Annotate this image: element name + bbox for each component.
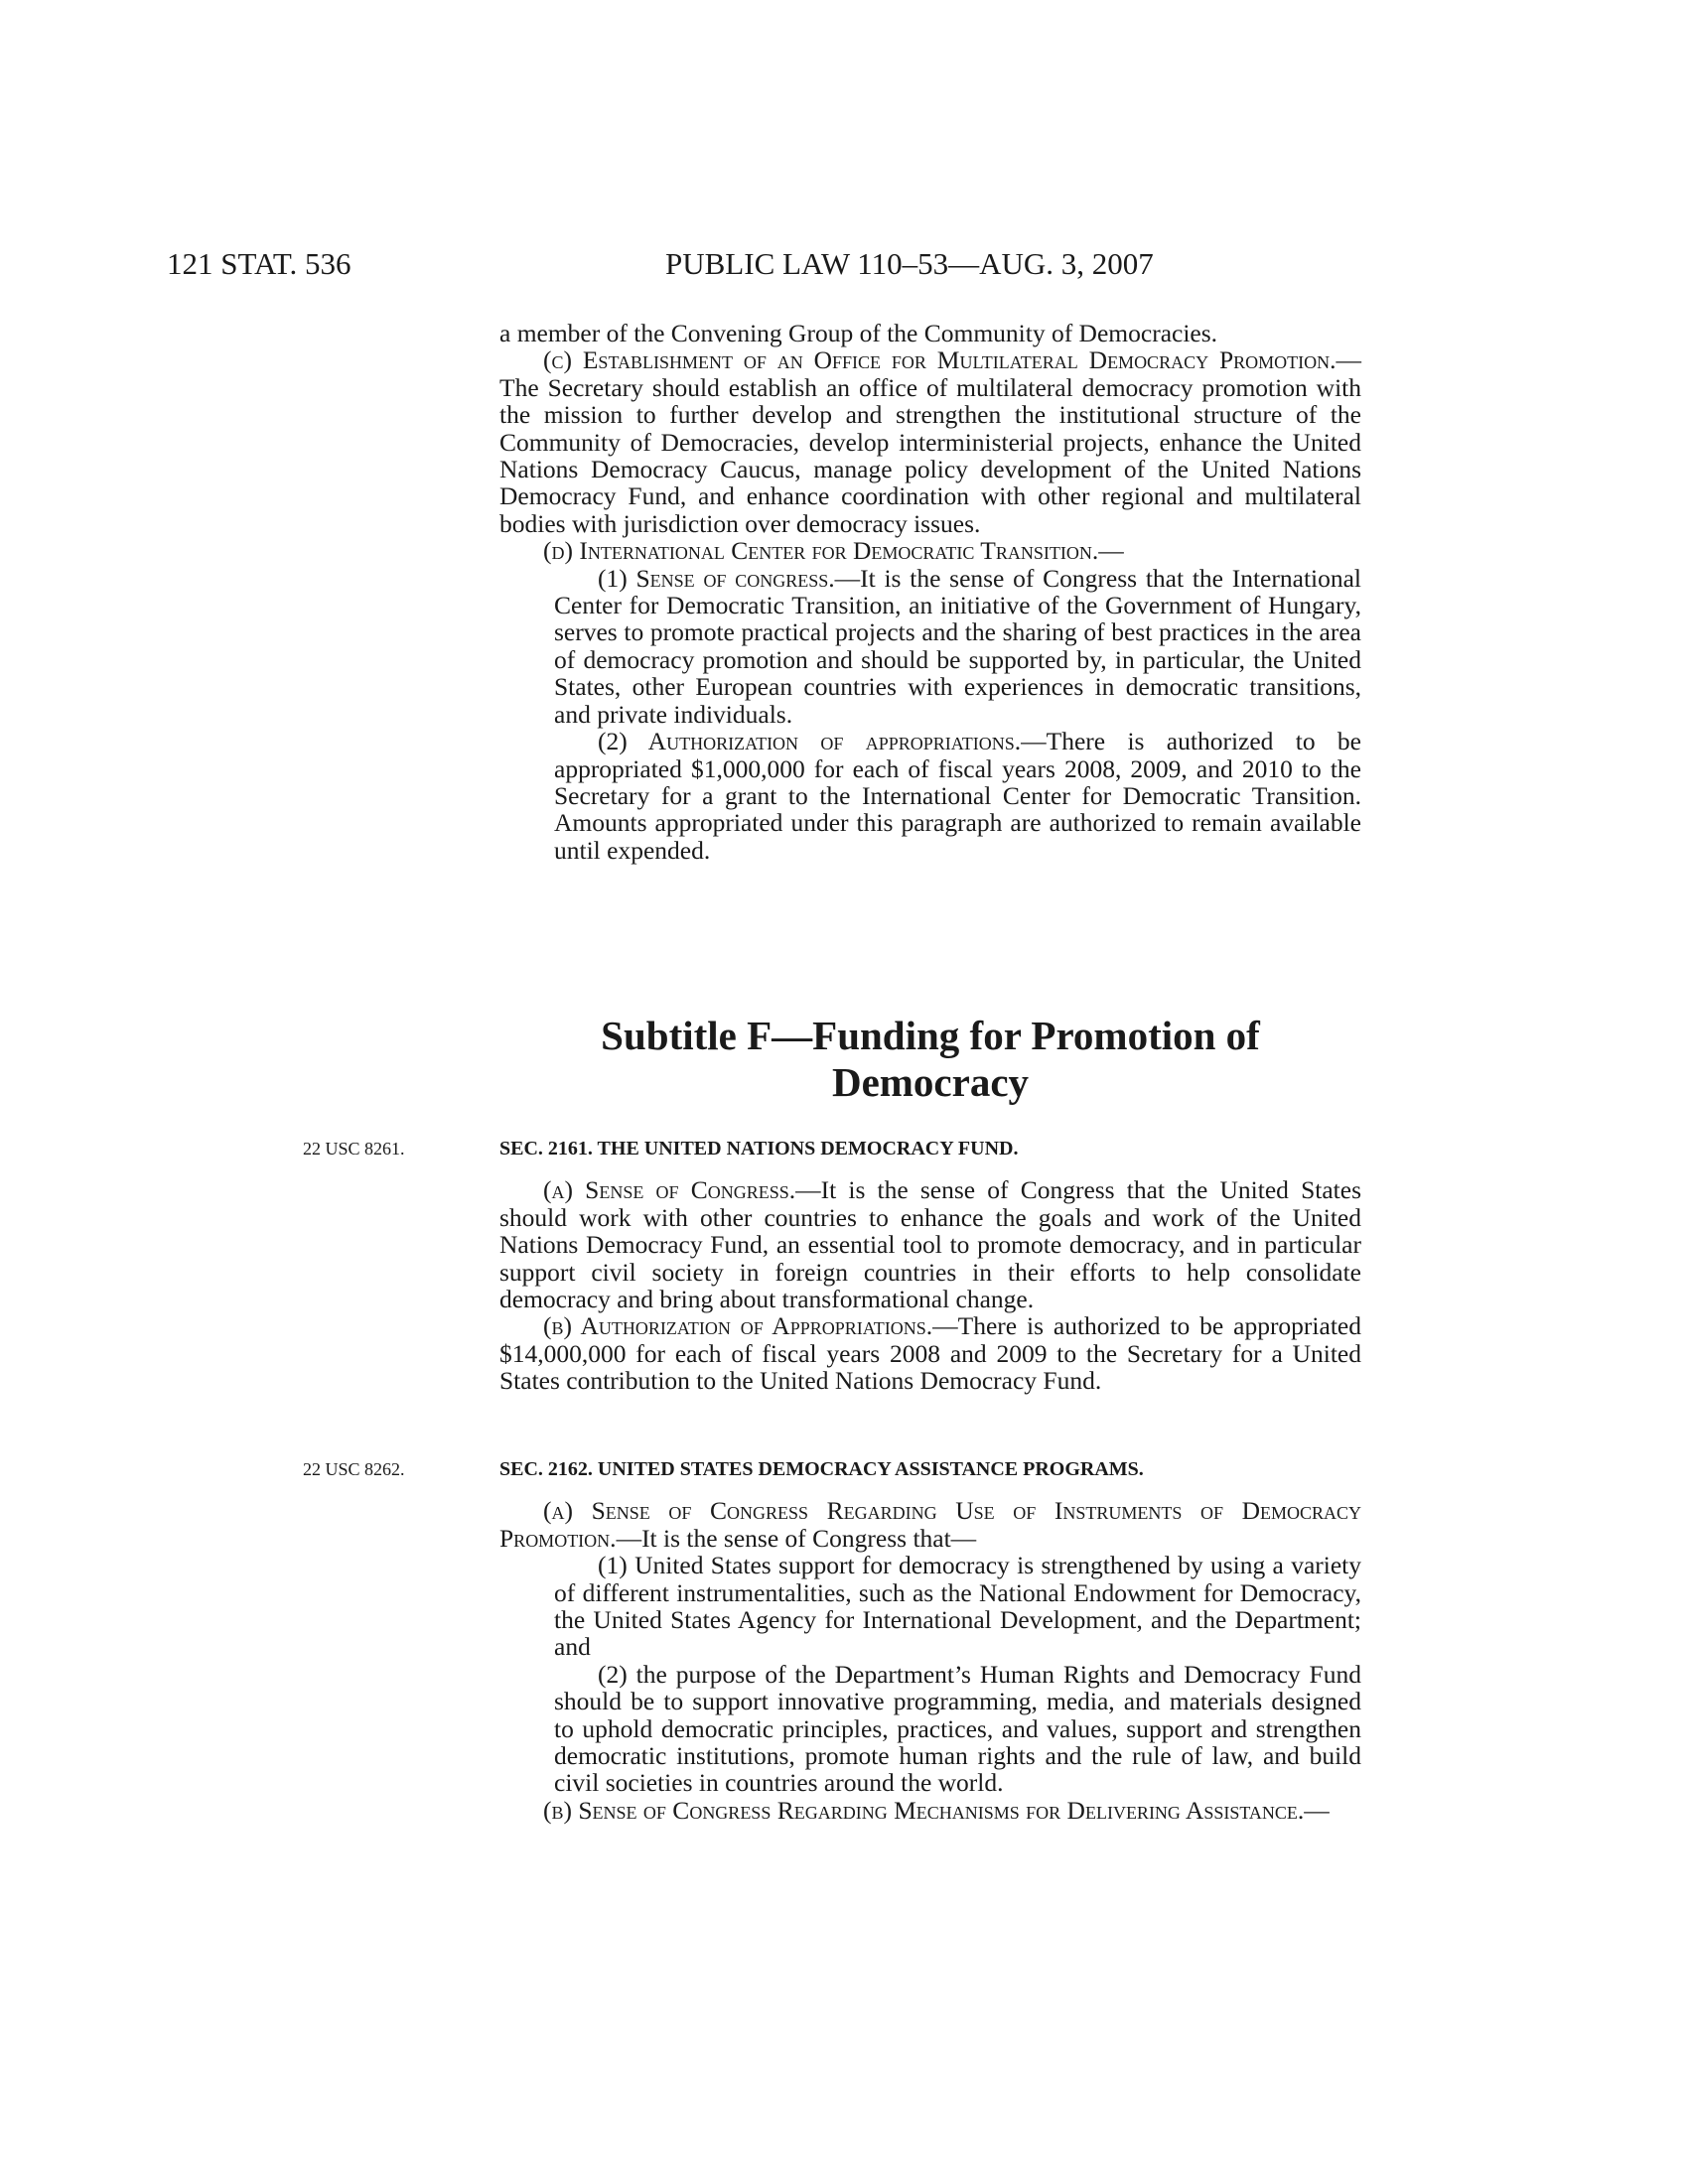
public-law-header: PUBLIC LAW 110–53—AUG. 3, 2007 [665,246,1154,281]
section-2161-title: SEC. 2161. THE UNITED NATIONS DEMOCRACY FUND. [499,1138,1019,1160]
stat-reference: 121 STAT. 536 [167,246,352,281]
section-2161-a-body: —It is the sense of Congress that the United States should work with other countries to enhance the goals and work of the United Nations Democracy Fund, an essential tool to promote democracy, and in particular support civil society in foreign countries in their efforts to help consolidate democracy and bring about transformational change. [499,1175,1362,1314]
margin-note-8262: 22 USC 8262. [303,1459,405,1479]
section-2161-a [499,1176,1361,1312]
section-2161-b [499,1312,1361,1394]
section-2161 [499,1136,1361,1395]
section-2162-b-body: — [1304,1795,1330,1825]
section-2161-a-heading: (a) Sense of Congress. [543,1175,796,1205]
section-2161-b-heading: (b) Authorization of Appropriations. [543,1311,933,1341]
section-2162-a-body: —It is the sense of Congress that— [616,1523,977,1553]
section-2162-title: SEC. 2162. UNITED STATES DEMOCRACY ASSISTANCE PROGRAMS. [499,1458,1144,1480]
section-2162-a-heading: (a) Sense of Congress Regarding Use of Instruments of Democracy Promotion. [499,1496,1361,1553]
section-2162-b-heading: (b) Sense of Congress Regarding Mechanisms for Delivering Assistance. [543,1795,1305,1825]
subtitle-line-1: Subtitle F—Funding for Promotion of [601,1013,1260,1058]
subsection-c [499,346,1361,537]
section-2162-a2: (2) the purpose of the Department’s Human Rights and Democracy Fund should be to support innovative programming, media, and materials designed to uphold democratic principles, practices, and values, support and strengthen democratic institutions, promote human rights and the rule of law, and build civil societies in countries around the world. [554,1659,1361,1798]
section-2162-a [499,1497,1361,1552]
text-block-continued [499,320,1361,864]
subsection-c-body: —The Secretary should establish an office of multilateral democracy promotion with the mission to further develop and strengthen the institutional structure of the Community of Democracies, develop interministerial projects, enhance the United Nations Democracy Caucus, manage policy development of the United Nations Democracy Fund, and enhance coordination with other regional and multilateral bodies with jurisdiction over democracy issues. [499,345,1361,538]
section-2162 [499,1456,1361,1824]
paragraph-d2-body: —There is authorized to be appropriated $1,000,000 for each of fiscal years 2008, 2009, and 2010 to the Secretary for a grant to the International Center for Democratic Transition. Amounts appropriated under this paragraph are authorized to remain available until expended. [554,727,1361,865]
paragraph-d1-body: —It is the sense of Congress that the International Center for Democratic Transition, an initiative of the Government of Hungary, serves to promote practical projects and the sharing of best practices in the area of democracy promotion and should be supported by, in particular, the United States, other European countries with experiences in democratic transitions, and private individuals. [554,563,1362,729]
section-2162-a1: (1) United States support for democracy is strengthened by using a variety of different instrumentalities, such as the National Endowment for Democracy, the United States Agency for International Development, and the Department; and [554,1551,1361,1662]
paragraph-d2-heading: (2) Authorization of appropriations. [598,727,1022,756]
subtitle-line-2: Democracy [831,1059,1030,1105]
paragraph-d1 [499,565,1361,728]
margin-note-8261: 22 USC 8261. [303,1139,405,1159]
subsection-d-heading: (d) International Center for Democratic Transition.— [543,536,1124,566]
subsection-c-heading: (c) Establishment of an Office for Multilateral Democracy Promotion. [543,345,1336,375]
paragraph-d1-heading: (1) Sense of congress. [598,563,835,593]
subtitle-heading [499,1013,1361,1106]
paragraph-d2 [499,728,1361,864]
section-2162-b [499,1797,1361,1824]
section-2161-b-body: —There is authorized to be appropriated $14,000,000 for each of fiscal years 2008 and 2009 to the Secretary for a United States contribution to the United Nations Democracy Fund. [499,1311,1361,1396]
paragraph-continuation: a member of the Convening Group of the Community of Democracies. [499,319,1218,347]
